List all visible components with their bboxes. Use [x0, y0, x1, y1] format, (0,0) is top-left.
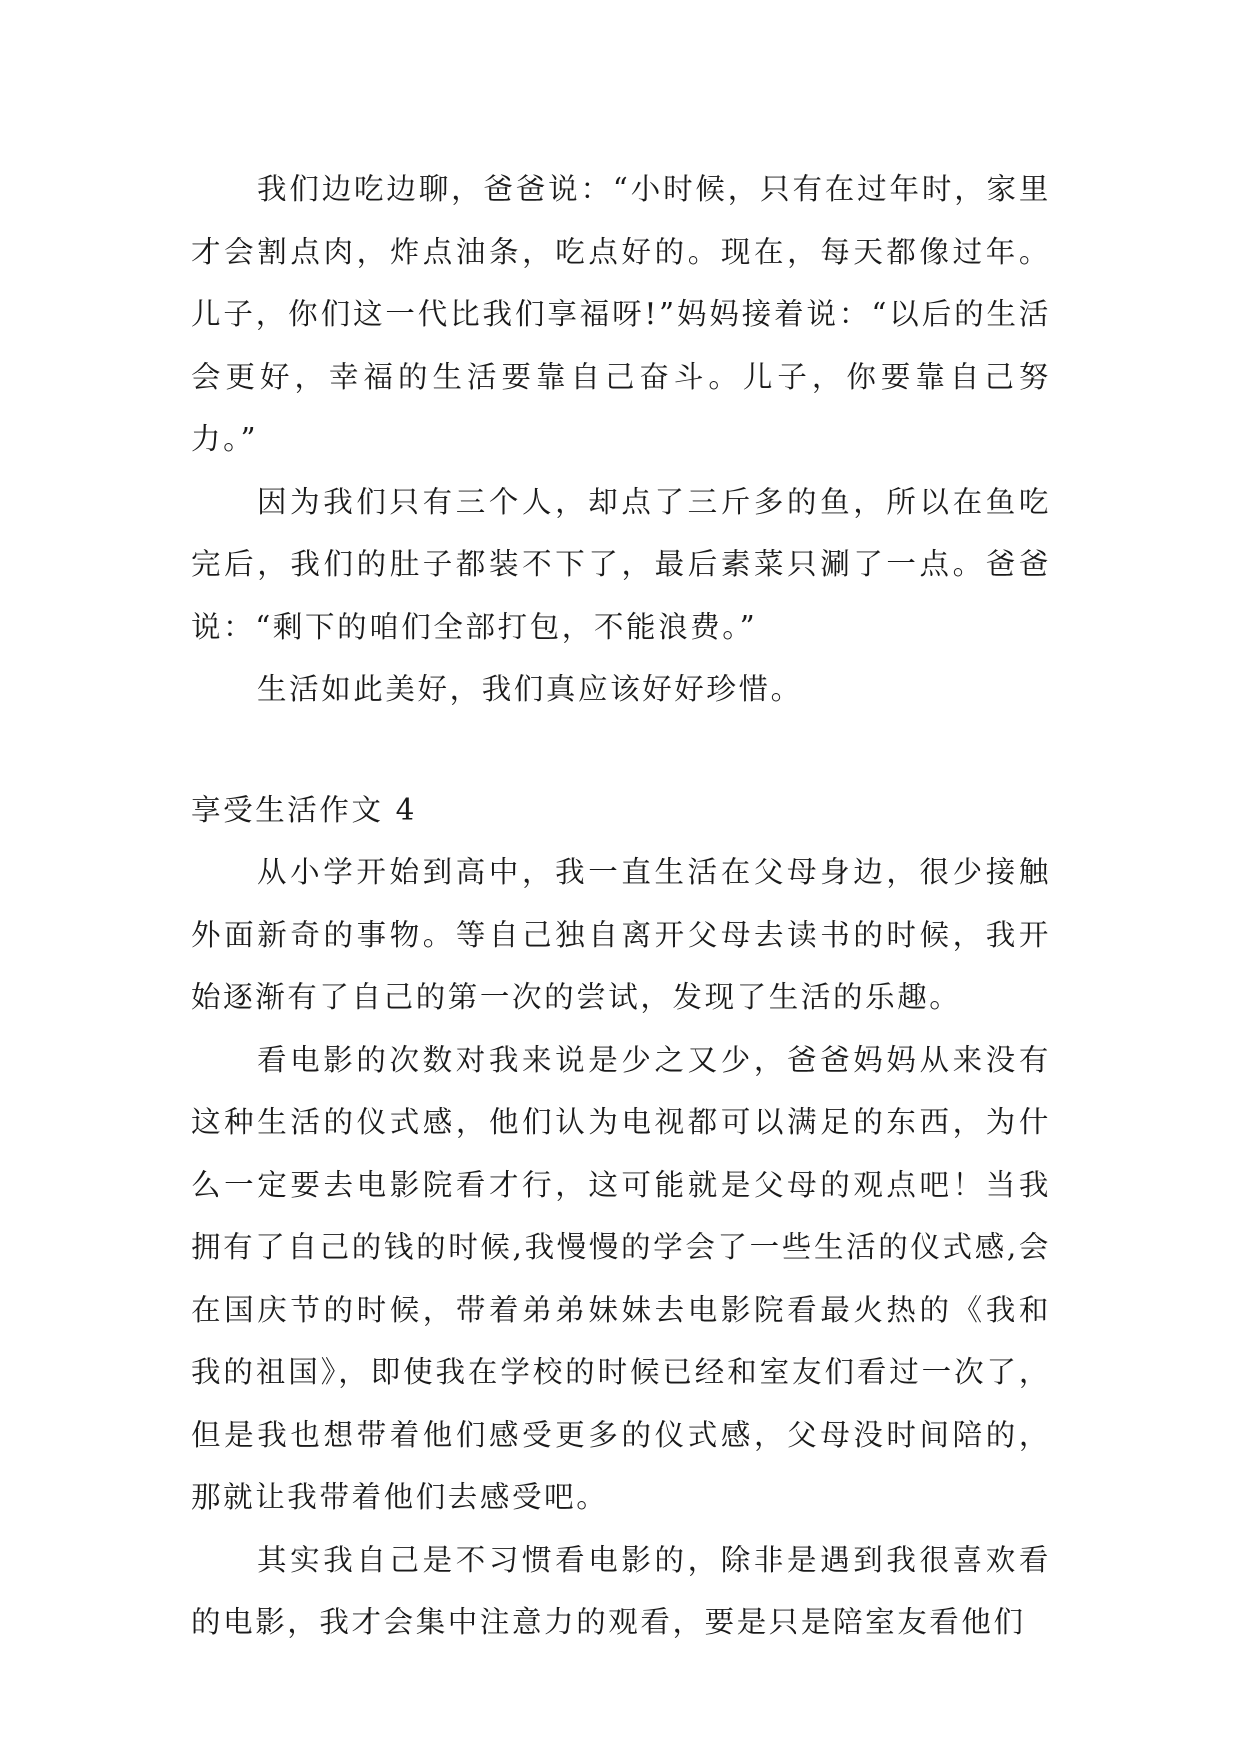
paragraph-not-used-to-movies: 其实我自己是不习惯看电影的，除非是遇到我很喜欢看的电影，我才会集中注意力的观看，要是只是陪室友看他们	[191, 1542, 1051, 1639]
paragraph-watching-movies: 看电影的次数对我来说是少之又少，爸爸妈妈从来没有这种生活的仪式感，他们认为电视都可以满足的东西，为什么一定要去电影院看才行，这可能就是父母的观点吧！当我拥有了自己的钱的时候,我慢慢的学会了一些生活的仪式感,会在国庆节的时候，带着弟弟妹妹去电影院看最火热的《我和我的祖国》，即使我在学校的时候已经和室友们看过一次了，但是我也想带着他们感受更多的仪式感，父母没时间陪的，那就让我带着他们去感受吧。	[191, 1042, 1051, 1514]
paragraph-leftovers: 因为我们只有三个人，却点了三斤多的鱼，所以在鱼吃完后，我们的肚子都装不下了，最后素菜只涮了一点。爸爸说：“剩下的咱们全部打包，不能浪费。”	[191, 484, 1051, 644]
paragraph-cherish-life: 生活如此美好，我们真应该好好珍惜。	[257, 672, 803, 706]
section-title: 享受生活作文 4	[191, 792, 417, 827]
paragraph-leaving-home: 从小学开始到高中，我一直生活在父母身边，很少接触外面新奇的事物。等自己独自离开父母去读书的时候，我开始逐渐有了自己的第一次的尝试，发现了生活的乐趣。	[191, 855, 1051, 1014]
document-body	[191, 158, 1051, 1654]
paragraph-dinner-conversation: 我们边吃边聊，爸爸说：“小时候，只有在过年时，家里才会割点肉，炸点油条，吃点好的。现在，每天都像过年。儿子，你们这一代比我们享福呀!”妈妈接着说：“以后的生活会更好，幸福的生活要靠自己奋斗。儿子，你要靠自己努力。”	[191, 172, 1051, 456]
